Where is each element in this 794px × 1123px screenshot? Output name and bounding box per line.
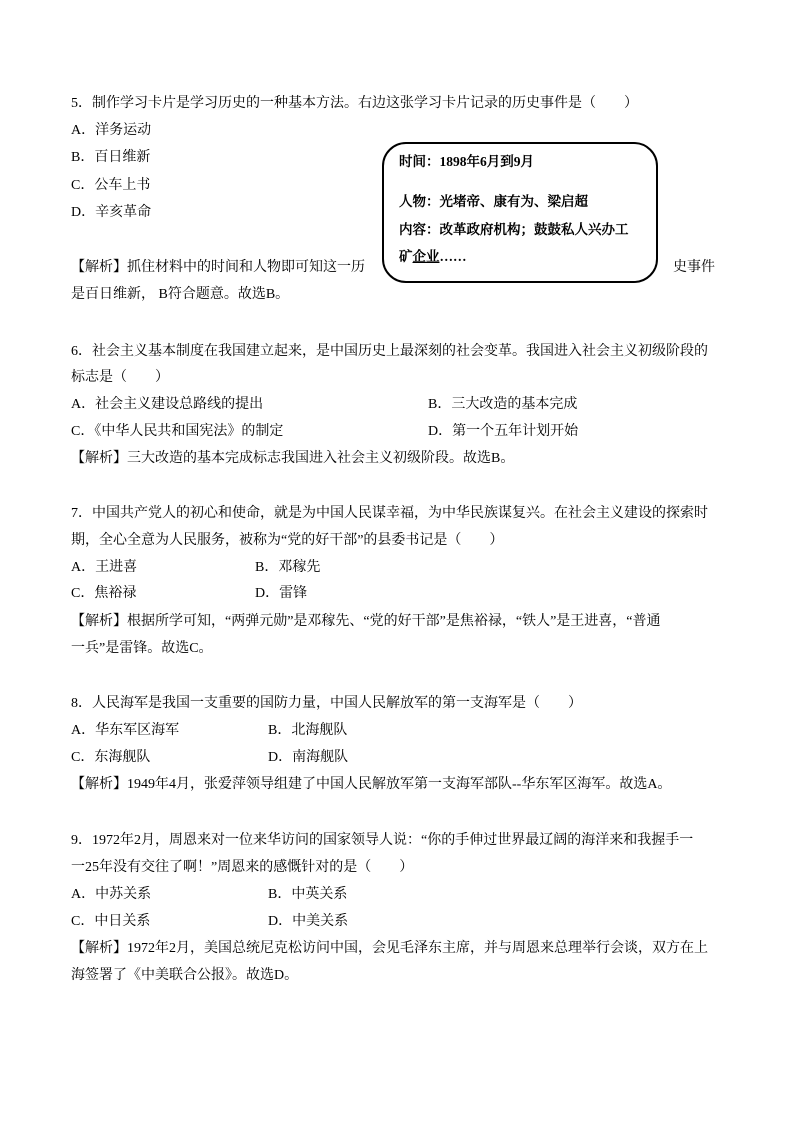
q7-option-c: C．焦裕禄 <box>71 586 137 601</box>
q9-analysis-line2: 海签署了《中美联合公报》。故选D。 <box>71 968 299 983</box>
q5-option-d: D．辛亥革命 <box>71 205 152 220</box>
q8-analysis: 【解析】1949年4月，张爱萍领导组建了中国人民解放军第一支海军部队--华东军区海军。故选A。 <box>71 777 672 792</box>
card-people: 人物：光堵帝、康有为、梁启超 <box>399 194 588 209</box>
q5-stem: 5．制作学习卡片是学习历史的一种基本方法。右边这张学习卡片记录的历史事件是（ ） <box>71 96 638 111</box>
q7-analysis-line2: 一兵”是雷锋。故选C。 <box>71 641 213 656</box>
q8-option-b: B．北海舰队 <box>268 723 348 738</box>
q8-stem: 8．人民海军是我国一支重要的国防力量，中国人民解放军的第一支海军是（ ） <box>71 696 582 711</box>
q9-option-c: C．中日关系 <box>71 914 151 929</box>
card-content-2b: 企业 <box>412 249 440 264</box>
card-content-line1: 内容：改革政府机构；鼓鼓私人兴办工 <box>399 222 629 237</box>
q7-analysis-line1: 【解析】根据所学可知，“两弹元勋”是邓稼先、“党的好干部”是焦裕禄，“铁人”是王进喜，“普通 <box>71 614 661 629</box>
q6-option-d: D．第一个五年计划开始 <box>428 424 579 439</box>
q6-option-b: B．三大改造的基本完成 <box>428 397 578 412</box>
q9-option-a: A．中苏关系 <box>71 887 152 902</box>
q9-analysis-line1: 【解析】1972年2月，美国总统尼克松访问中国，会见毛泽东主席，并与周恩来总理举行会谈，双方在上 <box>71 941 708 956</box>
q5-option-c: C．公车上书 <box>71 178 151 193</box>
card-content-2a: 矿 <box>399 249 413 264</box>
q7-stem-line2: 期，全心全意为人民服务，被称为“党的好干部”的县委书记是（ ） <box>71 533 504 548</box>
q6-option-c: C．《中华人民共和国宪法》的制定 <box>71 424 284 439</box>
q9-option-b: B．中英关系 <box>268 887 348 902</box>
q7-option-b: B．邓稼先 <box>255 560 321 575</box>
q9-stem-line2: 一25年没有交往了啊！”周恩来的感慨针对的是（ ） <box>71 860 414 875</box>
q6-stem-line2: 标志是（ ） <box>71 370 169 385</box>
q6-stem-line1: 6．社会主义基本制度在我国建立起来，是中国历史上最深刻的社会变革。我国进入社会主义初级阶段的 <box>71 344 708 359</box>
q7-option-d: D．雷锋 <box>255 586 308 601</box>
q5-analysis-line1a: 【解析】抓住材料中的时间和人物即可知这一历 <box>71 260 365 275</box>
q6-analysis: 【解析】三大改造的基本完成标志我国进入社会主义初级阶段。故选B。 <box>71 451 515 466</box>
q5-option-b: B．百日维新 <box>71 150 151 165</box>
q9-option-d: D．中美关系 <box>268 914 349 929</box>
q7-stem-line1: 7．中国共产党人的初心和使命，就是为中国人民谋幸福，为中华民族谋复兴。在社会主义建设的探索时 <box>71 506 708 521</box>
study-card <box>382 142 658 283</box>
q9-stem-line1: 9．1972年2月，周恩来对一位来华访问的国家领导人说：“你的手伸过世界最辽阔的海洋来和我握手一 <box>71 833 694 848</box>
q8-option-d: D．南海舰队 <box>268 750 349 765</box>
q5-analysis-line2: 是百日维新， B符合题意。故选B。 <box>71 287 290 302</box>
card-content-2c: …… <box>439 249 467 264</box>
q8-option-c: C．东海舰队 <box>71 750 151 765</box>
q5-analysis-line1b: 史事件 <box>673 260 715 275</box>
card-content-line2 <box>399 248 467 266</box>
q8-option-a: A．华东军区海军 <box>71 723 180 738</box>
q7-option-a: A．王进喜 <box>71 560 138 575</box>
q6-option-a: A．社会主义建设总路线的提出 <box>71 397 264 412</box>
card-time: 时间：1898年6月到9月 <box>399 154 534 169</box>
q5-option-a: A．洋务运动 <box>71 123 152 138</box>
